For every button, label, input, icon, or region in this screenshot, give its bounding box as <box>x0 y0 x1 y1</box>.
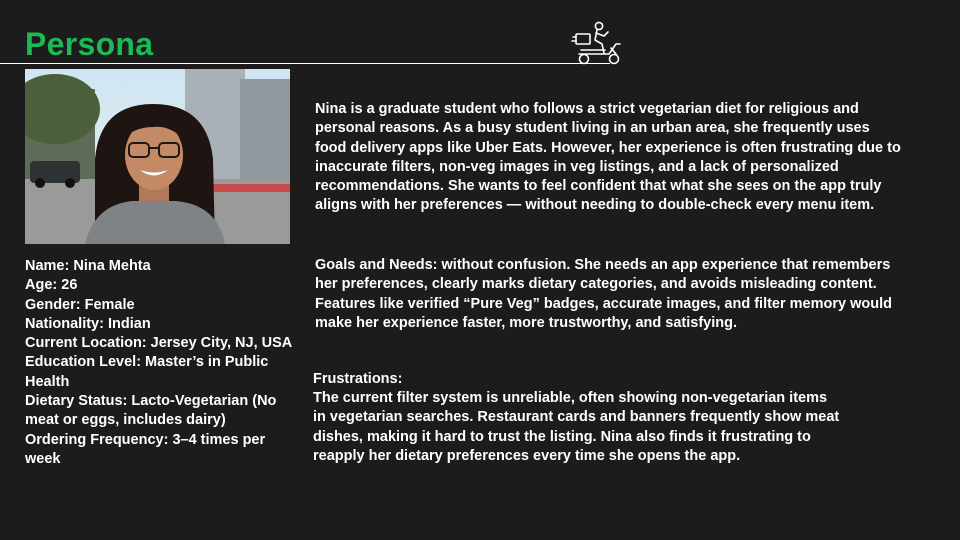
title-divider <box>0 63 610 64</box>
frustrations-text: The current filter system is unreliable, often showing non-vegetarian items in vegetarian searches. Restaurant cards and banners frequently show meat dishes, making it hard to trust the listing. Nina also finds it frustrating to reapply her dietary preferences every time she opens the app. <box>313 390 840 464</box>
fact-location: Current Location: Jersey City, NJ, USA <box>25 335 293 352</box>
frustrations-heading: Frustrations: <box>313 371 403 387</box>
fact-ordering-frequency: Ordering Frequency: 3–4 times per week <box>25 431 266 467</box>
fact-gender: Gender: Female <box>25 296 135 313</box>
persona-facts <box>25 257 295 469</box>
persona-bio: Nina is a graduate student who follows a strict vegetarian diet for religious and personal reasons. As a busy student living in an urban area, she frequently uses food delivery apps like Uber Eats. However, her experience is often frustrating due to inaccurate filters, non-veg images in veg listings, and a lack of personalized recommendations. She wants to feel confident that what she sees on the app truly aligns with her preferences — without needing to double-check every menu item. <box>315 101 901 214</box>
persona-portrait-image <box>25 69 290 244</box>
fact-age: Age: 26 <box>25 277 78 294</box>
delivery-scooter-icon <box>571 20 625 66</box>
fact-nationality: Nationality: Indian <box>25 315 151 332</box>
goals-and-needs: Goals and Needs: without confusion. She needs an app experience that remembers her preferences, clearly marks dietary categories, and avoids misleading content. Features like verified “Pure Veg” badges, accurate images, and filter memory would make her experience faster, more trustworthy, and satisfying. <box>315 257 892 331</box>
fact-education: Education Level: Master’s in Public Health <box>25 354 269 390</box>
fact-name: Name: Nina Mehta <box>25 258 151 274</box>
page-title: Persona <box>25 26 154 62</box>
persona-photo <box>25 69 290 244</box>
fact-dietary-status: Dietary Status: Lacto-Vegetarian (No meat or eggs, includes dairy) <box>25 393 277 429</box>
